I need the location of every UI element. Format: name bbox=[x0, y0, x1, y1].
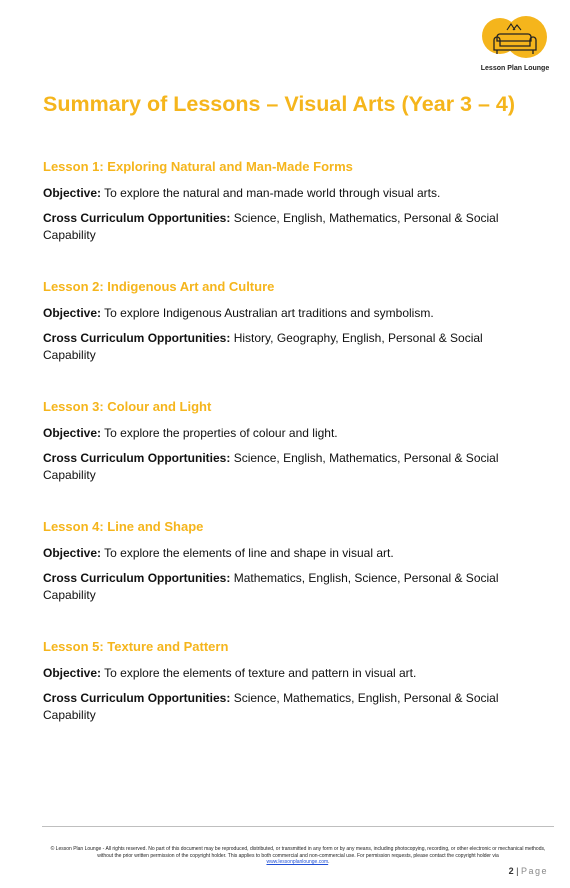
lesson-item bbox=[43, 278, 523, 398]
page-number bbox=[509, 866, 548, 876]
lounge-sofa-icon bbox=[480, 14, 550, 64]
cross-curriculum-label: Cross Curriculum Opportunities: bbox=[43, 451, 231, 465]
lesson-cross-curriculum bbox=[43, 450, 523, 484]
cross-curriculum-label: Cross Curriculum Opportunities: bbox=[43, 571, 231, 585]
cross-curriculum-text: Mathematics, English, Science, Personal & Social Capability bbox=[43, 571, 499, 602]
objective-text: To explore the natural and man-made world through visual arts. bbox=[104, 186, 441, 200]
objective-text: To explore the properties of colour and light. bbox=[104, 426, 338, 440]
website-link[interactable]: www.lessonplanlounge.com bbox=[266, 859, 329, 865]
page-separator: | bbox=[516, 866, 519, 876]
objective-text: To explore the elements of line and shape in visual art. bbox=[104, 546, 394, 560]
cross-curriculum-text: Science, Mathematics, English, Personal & Social Capability bbox=[43, 691, 499, 722]
objective-label: Objective: bbox=[43, 666, 102, 680]
footer-copyright: © Lesson Plan Lounge - All rights reserved. No part of this document may be reproduced, distributed, or transmitted in any form or by any means, including photocopying, recording, or other electronic or mechanical methods, without the prior written permission of the copyright holder. This applies to both commercial and non-commercial use. For permission requests, please contact the copyright holder via www.lessonplanlounge.com. bbox=[50, 846, 546, 865]
objective-label: Objective: bbox=[43, 306, 102, 320]
brand-name: Lesson Plan Lounge bbox=[480, 65, 550, 72]
lesson-item bbox=[43, 158, 523, 278]
page-number-value: 2 bbox=[508, 866, 514, 876]
cross-curriculum-text: History, Geography, English, Personal & Social Capability bbox=[43, 331, 483, 362]
lesson-cross-curriculum bbox=[43, 330, 523, 364]
copyright-text: © Lesson Plan Lounge - All rights reserved. No part of this document may be reproduced, distributed, or transmitted in any form or by any means, including photocopying, recording, or other electronic or mechanical methods, without the prior written permission of the copyright holder. This applies to both commercial and non-commercial use. For permission requests, please contact the copyright holder via bbox=[50, 846, 546, 859]
lesson-item bbox=[43, 518, 523, 638]
brand-logo bbox=[478, 14, 552, 78]
lesson-objective bbox=[43, 305, 523, 322]
lesson-list bbox=[43, 158, 523, 758]
objective-text: To explore Indigenous Australian art traditions and symbolism. bbox=[104, 306, 434, 320]
objective-text: To explore the elements of texture and pattern in visual art. bbox=[104, 666, 417, 680]
lesson-heading: Lesson 4: Line and Shape bbox=[43, 519, 204, 534]
cross-curriculum-label: Cross Curriculum Opportunities: bbox=[43, 331, 231, 345]
lesson-cross-curriculum bbox=[43, 570, 523, 604]
lesson-objective bbox=[43, 665, 523, 682]
lesson-item bbox=[43, 638, 523, 758]
lesson-objective bbox=[43, 185, 523, 202]
footer-divider bbox=[42, 826, 554, 827]
page-title: Summary of Lessons – Visual Arts (Year 3 – 4) bbox=[43, 92, 516, 116]
lesson-item bbox=[43, 398, 523, 518]
lesson-heading: Lesson 3: Colour and Light bbox=[43, 399, 212, 414]
page-word: Page bbox=[520, 866, 548, 876]
cross-curriculum-text: Science, English, Mathematics, Personal & Social Capability bbox=[43, 451, 499, 482]
cross-curriculum-text: Science, English, Mathematics, Personal & Social Capability bbox=[43, 211, 499, 242]
lesson-heading: Lesson 2: Indigenous Art and Culture bbox=[43, 279, 275, 294]
lesson-cross-curriculum bbox=[43, 210, 523, 244]
objective-label: Objective: bbox=[43, 186, 102, 200]
objective-label: Objective: bbox=[43, 426, 102, 440]
lesson-heading: Lesson 5: Texture and Pattern bbox=[43, 639, 229, 654]
lesson-heading: Lesson 1: Exploring Natural and Man-Made Forms bbox=[43, 159, 353, 174]
lesson-cross-curriculum bbox=[43, 690, 523, 724]
lesson-objective bbox=[43, 425, 523, 442]
lesson-objective bbox=[43, 545, 523, 562]
cross-curriculum-label: Cross Curriculum Opportunities: bbox=[43, 211, 231, 225]
objective-label: Objective: bbox=[43, 546, 102, 560]
cross-curriculum-label: Cross Curriculum Opportunities: bbox=[43, 691, 231, 705]
